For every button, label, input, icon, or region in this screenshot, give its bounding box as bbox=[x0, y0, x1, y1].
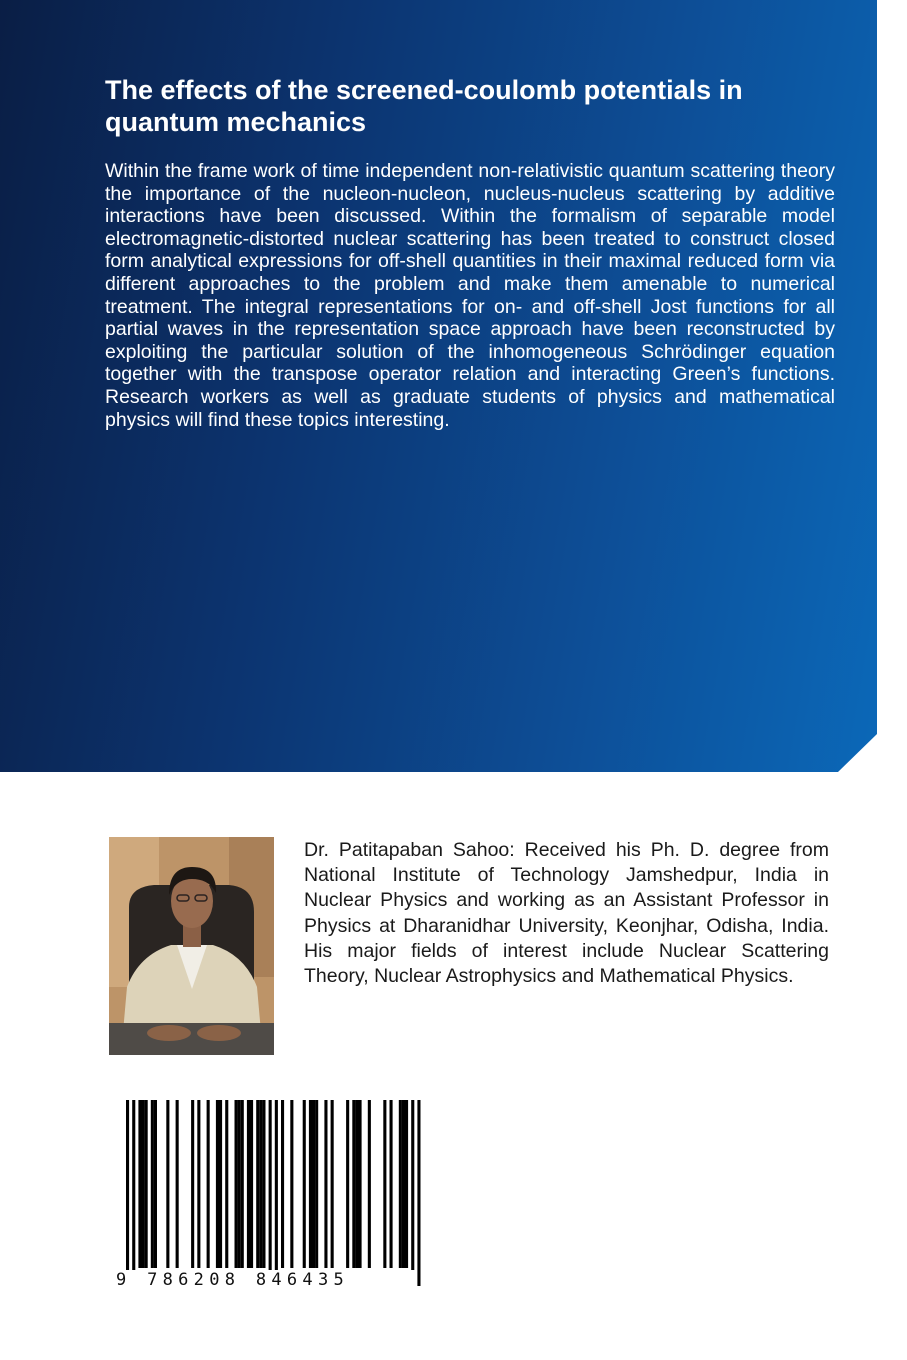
barcode-bar bbox=[219, 1100, 222, 1268]
barcode-bar bbox=[346, 1100, 349, 1268]
barcode-bar bbox=[235, 1100, 238, 1268]
barcode-bar bbox=[269, 1100, 272, 1286]
barcode-bar bbox=[207, 1100, 210, 1268]
barcode-bar bbox=[154, 1100, 157, 1268]
isbn-number: 9 786208 846435 bbox=[114, 1270, 416, 1290]
barcode-bar bbox=[132, 1100, 135, 1286]
barcode-bar bbox=[402, 1100, 405, 1268]
barcode-bar bbox=[262, 1100, 265, 1268]
barcode-bar bbox=[359, 1100, 362, 1268]
author-bio: Dr. Patitapaban Sahoo: Received his Ph. D. degree from National Institute of Technology Jamshedpur, India in Nuclear Physics and working as an Assistant Professor in Physics at Dharanidhar University, Keonjhar, Odisha, India. His major fields of interest include Nuclear Scattering Theory, Nuclear Astrophysics and Mathematical Physics. bbox=[304, 839, 829, 988]
barcode-bar bbox=[352, 1100, 355, 1268]
barcode-bar bbox=[259, 1100, 262, 1268]
barcode-bar bbox=[355, 1100, 358, 1268]
barcode-bar bbox=[368, 1100, 371, 1268]
barcode-bar bbox=[281, 1100, 284, 1268]
barcode-bar bbox=[247, 1100, 250, 1268]
barcode-bar bbox=[399, 1100, 402, 1268]
barcode-bar bbox=[411, 1100, 414, 1286]
barcode-bar bbox=[390, 1100, 393, 1268]
book-title: The effects of the screened-coulomb potentials in quantum mechanics bbox=[105, 75, 743, 137]
isbn-barcode bbox=[110, 1100, 430, 1296]
barcode-bar bbox=[216, 1100, 219, 1268]
barcode-bar bbox=[126, 1100, 129, 1286]
barcode-bar bbox=[142, 1100, 145, 1268]
barcode-bar bbox=[312, 1100, 315, 1268]
barcode-bar bbox=[151, 1100, 154, 1268]
barcode-bar bbox=[191, 1100, 194, 1268]
barcode-bar bbox=[405, 1100, 408, 1268]
book-abstract: Within the frame work of time independent non-relativistic quantum scattering theory the importance of the nucleon-nucleon, nucleus-nucleus scattering by additive interactions have been discussed. Within the formalism of separable model electromagnetic-distorted nuclear scattering has been treated to construct closed form analytical expressions for off-shell quantities in their maximal reduced form via different approaches to the problem and make them amenable to numerical treatment. The integral representations for on- and off-shell Jost functions for all partial waves in the representation space approach have been reconstructed by exploiting the particular solution of the inhomogeneous Schrödinger equation together with the transpose operator relation and interacting Green’s functions. Research workers as well as graduate students of physics and mathematical physics will find these topics interesting. bbox=[105, 160, 835, 431]
barcode-bar bbox=[324, 1100, 327, 1268]
barcode-bar bbox=[138, 1100, 141, 1268]
barcode-bar bbox=[225, 1100, 228, 1268]
author-portrait-illustration bbox=[109, 837, 274, 1055]
barcode-bar bbox=[238, 1100, 241, 1268]
barcode-bar bbox=[256, 1100, 259, 1268]
barcode-bar bbox=[166, 1100, 169, 1268]
barcode-bar bbox=[197, 1100, 200, 1268]
barcode-bar bbox=[315, 1100, 318, 1268]
barcode-bar bbox=[275, 1100, 278, 1286]
barcode-bar bbox=[145, 1100, 148, 1268]
barcode-bar bbox=[309, 1100, 312, 1268]
author-photo bbox=[109, 837, 274, 1055]
barcode-bar bbox=[331, 1100, 334, 1268]
barcode-bar bbox=[241, 1100, 244, 1268]
barcode-bar bbox=[383, 1100, 386, 1268]
barcode-bar bbox=[176, 1100, 179, 1268]
barcode-bar bbox=[290, 1100, 293, 1268]
barcode-bar bbox=[303, 1100, 306, 1268]
barcode-bar bbox=[250, 1100, 253, 1268]
barcode-bar bbox=[417, 1100, 420, 1286]
